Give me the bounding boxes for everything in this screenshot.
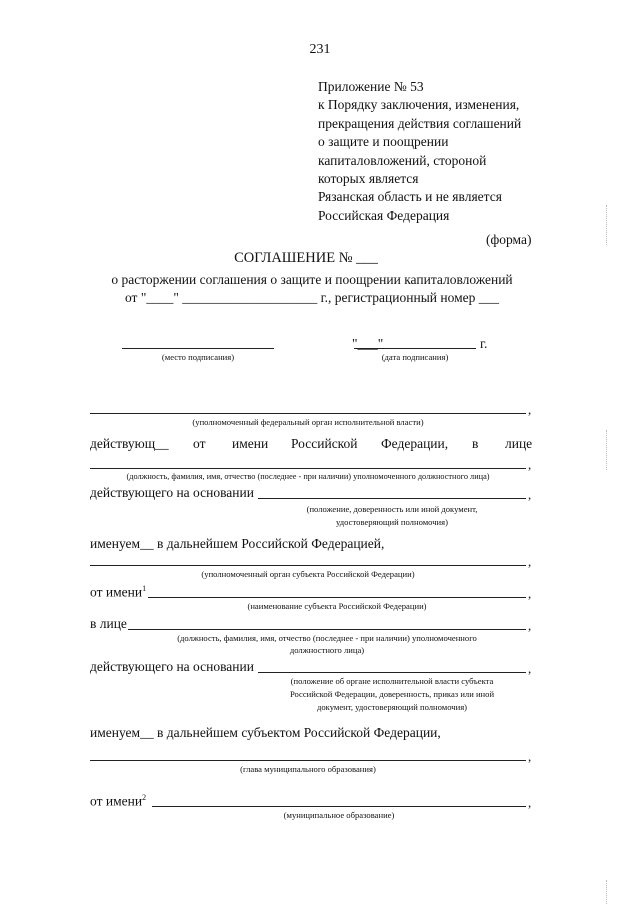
appendix-header [318, 78, 521, 225]
official-subj-line[interactable] [128, 629, 526, 630]
acting-basis-subj-label: действующего на основании [90, 659, 254, 674]
document-title: СОГЛАШЕНИЕ № ___ [234, 250, 378, 266]
basis-fed-line[interactable] [258, 498, 526, 499]
acting-word: Российской [291, 436, 358, 451]
basis-fed-caption-1: (положение, доверенность или иной документ, [306, 504, 478, 514]
scan-mark [606, 880, 608, 904]
appendix-line: о защите и поощрении [318, 134, 449, 150]
municipality-line[interactable] [152, 806, 526, 807]
acting-word: имени [232, 436, 269, 451]
acting-word: от [193, 436, 206, 451]
subject-body-line[interactable] [90, 565, 526, 566]
acting-word: лице [505, 436, 533, 451]
comma: , [528, 457, 532, 472]
comma: , [528, 795, 532, 810]
comma: , [528, 402, 532, 417]
federal-body-line[interactable] [90, 413, 526, 414]
date-sign-line[interactable] [354, 348, 476, 349]
subject-body-caption: (уполномоченный орган субъекта Российской Федерации) [201, 569, 415, 579]
form-label: (форма) [486, 232, 532, 247]
document-subtitle: о расторжении соглашения о защите и поощрении капиталовложений [111, 272, 513, 287]
basis-subj-line[interactable] [258, 672, 526, 673]
appendix-line: Российская Федерация [318, 207, 450, 223]
comma: , [528, 586, 532, 601]
comma: , [528, 487, 532, 502]
appendix-line: Приложение № 53 [318, 79, 424, 94]
comma: , [528, 618, 532, 633]
date-sign-caption: (дата подписания) [381, 352, 449, 362]
municipal-head-line[interactable] [90, 760, 526, 761]
date-registration-line: от "____" ____________________ г., регистрационный номер ___ [124, 290, 499, 305]
in-person-label: в лице [90, 616, 127, 631]
footnote-1: 1 [142, 584, 147, 593]
basis-fed-caption-2: удостоверяющий полномочия) [336, 517, 448, 527]
on-behalf-label: от имени [90, 584, 143, 600]
on-behalf-mun-label: от имени [90, 793, 143, 809]
subject-name-caption: (наименование субъекта Российской Федерации) [247, 601, 427, 611]
appendix-line: к Порядку заключения, изменения, [318, 97, 520, 113]
official-subj-caption-2: должностного лица) [289, 645, 365, 655]
acting-word: Федерации, [381, 436, 449, 451]
appendix-line: Рязанская область и не является [318, 189, 502, 205]
municipality-caption: (муниципальное образование) [283, 810, 395, 820]
named-subject-text: именуем__ в дальнейшем субъектом Российской Федерации, [90, 725, 441, 740]
scan-mark [606, 430, 608, 470]
basis-subj-caption-2: Российской Федерации, доверенность, приказ или иной [289, 689, 495, 699]
date-sign-quote: "___" [352, 336, 384, 351]
scan-mark [606, 205, 608, 245]
subject-name-line[interactable] [148, 597, 526, 598]
acting-word: в [472, 436, 479, 451]
named-rf-text: именуем__ в дальнейшем Российской Федерацией, [90, 536, 385, 551]
federal-body-caption: (уполномоченный федеральный орган исполнительной власти) [192, 417, 424, 427]
place-line[interactable] [122, 348, 274, 349]
footnote-2: 2 [142, 793, 147, 802]
place-caption: (место подписания) [161, 352, 235, 362]
appendix-line: которых является [318, 171, 419, 187]
appendix-line: капиталовложений, стороной [318, 152, 487, 168]
official-subj-caption-1: (должность, фамилия, имя, отчество (последнее - при наличии) уполномоченного [177, 633, 477, 643]
comma: , [528, 661, 532, 676]
basis-subj-caption-1: (положение об органе исполнительной власти субъекта [290, 676, 494, 686]
official-fed-line[interactable] [90, 468, 526, 469]
appendix-line: прекращения действия соглашений [318, 115, 522, 131]
date-sign-year: г. [480, 336, 488, 351]
page-number: 231 [309, 42, 331, 57]
comma: , [528, 554, 532, 569]
acting-basis-label: действующего на основании [90, 485, 254, 500]
acting-word: действующ__ [90, 436, 169, 451]
comma: , [528, 749, 532, 764]
official-fed-caption: (должность, фамилия, имя, отчество (последнее - при наличии) уполномоченного должностного лица) [126, 472, 490, 481]
municipal-head-caption: (глава муниципального образования) [240, 764, 376, 774]
basis-subj-caption-3: документ, удостоверяющий полномочия) [316, 702, 468, 712]
